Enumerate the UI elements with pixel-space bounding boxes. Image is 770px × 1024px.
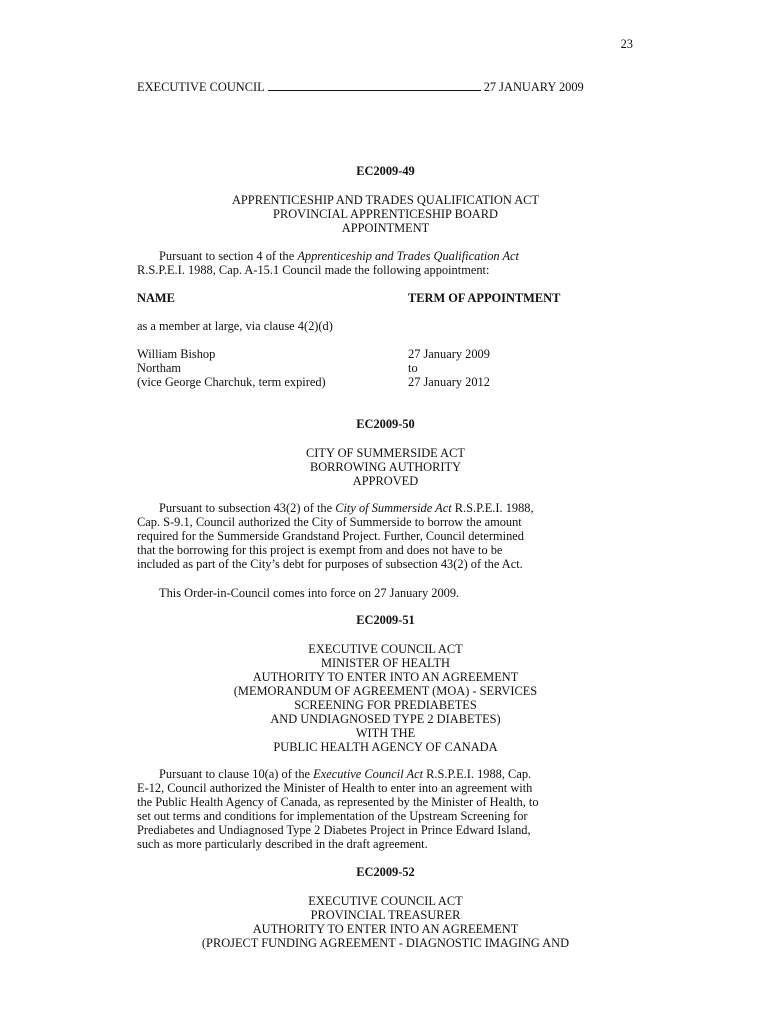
body-line: included as part of the City’s debt for purposes of subsection 43(2) of the Act.: [137, 557, 523, 571]
body-line: E-12, Council authorized the Minister of Health to enter into an agreement with: [137, 781, 533, 795]
body-text: Pursuant to clause 10(a) of the: [159, 767, 314, 781]
title-line: PROVINCIAL APPRENTICESHIP BOARD: [273, 207, 498, 221]
order-intro-ec49: [137, 249, 634, 277]
header-left: EXECUTIVE COUNCIL: [137, 80, 265, 94]
order-number-ec49: EC2009-49: [356, 164, 415, 178]
order-body-ec50: [137, 501, 634, 571]
act-name: City of Summerside Act: [335, 501, 452, 515]
intro-text: R.S.P.E.I. 1988, Cap. A-15.1 Council made the following appointment:: [137, 263, 490, 277]
title-line: AUTHORITY TO ENTER INTO AN AGREEMENT: [252, 922, 519, 936]
title-line: EXECUTIVE COUNCIL ACT: [308, 642, 463, 656]
title-line: CITY OF SUMMERSIDE ACT: [306, 446, 465, 460]
title-line: (MEMORANDUM OF AGREEMENT (MOA) - SERVICES: [233, 684, 538, 698]
title-line: (PROJECT FUNDING AGREEMENT - DIAGNOSTIC IMAGING AND: [201, 936, 570, 950]
title-line: BORROWING AUTHORITY: [309, 460, 462, 474]
order-number-ec52: EC2009-52: [356, 865, 415, 879]
title-line: WITH THE: [355, 726, 416, 740]
title-line: PROVINCIAL TREASURER: [310, 908, 461, 922]
body-text: Pursuant to subsection 43(2) of the: [159, 501, 336, 515]
order-body-ec51: [137, 767, 634, 851]
order-number-ec50: EC2009-50: [356, 417, 415, 431]
body-line: Cap. S-9.1, Council authorized the City of Summerside to borrow the amount: [137, 515, 522, 529]
act-name: Apprenticeship and Trades Qualification Act: [297, 249, 519, 263]
title-line: AND UNDIAGNOSED TYPE 2 DIABETES): [270, 712, 501, 726]
member-note: as a member at large, via clause 4(2)(d): [137, 319, 333, 333]
body-line: such as more particularly described in the draft agreement.: [137, 837, 428, 851]
order-number-ec51: EC2009-51: [356, 613, 415, 627]
body-text: R.S.P.E.I. 1988,: [451, 501, 534, 515]
title-line: APPOINTMENT: [341, 221, 430, 235]
page-header: [137, 80, 634, 94]
term-block: [408, 347, 490, 389]
order-title-ec50: [137, 446, 634, 488]
act-name: Executive Council Act: [313, 767, 424, 781]
appointee-line: William Bishop: [137, 347, 216, 361]
title-line: APPRENTICESHIP AND TRADES QUALIFICATION ACT: [231, 193, 540, 207]
title-line: MINISTER OF HEALTH: [321, 656, 450, 670]
column-heading-name: NAME: [137, 291, 175, 305]
term-line: 27 January 2009: [408, 347, 490, 361]
body-text: R.S.P.E.I. 1988, Cap.: [423, 767, 532, 781]
body-line: set out terms and conditions for implementation of the Upstream Screening for: [137, 809, 528, 823]
appointee-block: [137, 347, 326, 389]
body-line: the Public Health Agency of Canada, as represented by the Minister of Health, to: [137, 795, 539, 809]
term-line: to: [408, 361, 418, 375]
page-number: 23: [620, 37, 633, 51]
body-line: Prediabetes and Undiagnosed Type 2 Diabetes Project in Prince Edward Island,: [137, 823, 531, 837]
column-heading-term: TERM OF APPOINTMENT: [408, 291, 561, 305]
title-line: PUBLIC HEALTH AGENCY OF CANADA: [273, 740, 498, 754]
title-line: EXECUTIVE COUNCIL ACT: [308, 894, 463, 908]
intro-text: Pursuant to section 4 of the: [159, 249, 298, 263]
body-line: that the borrowing for this project is exempt from and does not have to be: [137, 543, 503, 557]
order-title-ec51: [137, 642, 634, 754]
title-line: AUTHORITY TO ENTER INTO AN AGREEMENT: [252, 670, 519, 684]
title-line: SCREENING FOR PREDIABETES: [294, 698, 477, 712]
order-title-ec49: [137, 193, 634, 235]
title-line: APPROVED: [352, 474, 419, 488]
header-rule: [268, 80, 481, 91]
term-line: 27 January 2012: [408, 375, 490, 389]
appointee-line: Northam: [137, 361, 182, 375]
order-title-ec52: [137, 894, 634, 950]
body-line: required for the Summerside Grandstand Project. Further, Council determined: [137, 529, 524, 543]
effective-date-note: This Order-in-Council comes into force on 27 January 2009.: [159, 586, 460, 600]
appointee-line: (vice George Charchuk, term expired): [137, 375, 326, 389]
header-date: 27 JANUARY 2009: [483, 80, 584, 94]
